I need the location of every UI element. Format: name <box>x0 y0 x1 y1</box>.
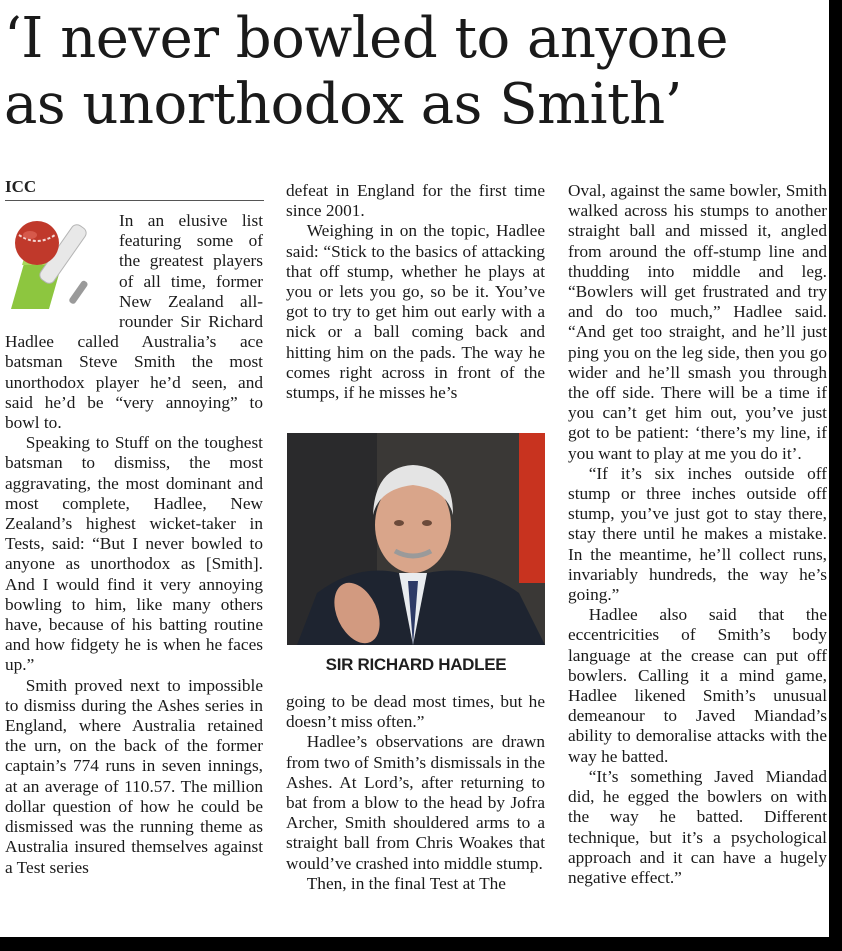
paragraph: Then, in the final Test at The <box>306 873 506 893</box>
scan-edge-right <box>829 0 842 951</box>
paragraph: Weighing in on the topic, Hadlee said: “Stick to the basics of attacking that off stump, whether he plays at you or lets you go, so be it. You’ve got to try to get him out early with a nick or a ball coming back and hitting him on the pads. The way he comes right across in front of the stumps, if he misses he’s <box>286 221 545 403</box>
paragraph: going to be dead most times, but he doesn’t miss often.” <box>286 692 545 732</box>
paragraph: defeat in England for the first time since 2001. <box>286 181 545 221</box>
paragraph: “If it’s six inches outside off stump or three inches outside off stump, you’ve just got to stay there, stay there until he makes a mistake. In the meantime, he’ll collect runs, invariably hundreds, the way he’s going.” <box>568 463 827 605</box>
paragraph: In an elusive list featuring some of the greatest players of all time, former New Zealand all-rounder Sir Richard Hadlee called Australia’s ace batsman Steve Smith the most unorthodox player he’d seen, and said he’d be “very annoying” to bowl to. <box>5 211 263 433</box>
paragraph: Smith proved next to impossible to dismiss during the Ashes series in England, where Australia retained the urn, on the back of the former captain’s 774 runs in seven innings, at an average of 110.57. The million dollar question of how he could be dismissed was the running theme as Australia insured themselves against a Test series <box>5 675 263 877</box>
byline-divider <box>5 200 264 201</box>
article-column-2-top <box>286 181 545 403</box>
article-column-3 <box>568 181 827 888</box>
byline: ICC <box>5 177 37 196</box>
cricket-ball-bat-icon <box>5 213 113 313</box>
portrait-photo <box>287 433 545 645</box>
photo-caption: SIR RICHARD HADLEE <box>325 655 507 674</box>
scan-edge-bottom <box>0 937 842 951</box>
article-column-1 <box>5 211 263 878</box>
paragraph: Hadlee’s observations are drawn from two of Smith’s dismissals in the Ashes. At Lord’s, after returning to bat from a blow to the head by Jofra Archer, Smith shouldered arms to a straight ball from Chris Woakes that would’ve crashed into middle stump. <box>286 732 545 873</box>
paragraph: Hadlee also said that the eccentricities of Smith’s body language at the crease can put off bowlers. Calling it a mind game, Hadlee likened Smith’s unusual demeanour to Javed Miandad’s ability to demoralise attacks with the way he batted. <box>568 605 827 766</box>
paragraph: “It’s something Javed Miandad did, he egged the bowlers on with the way he batted. Different technique, but it’s a psychological approach and it can have a hugely negative effect.” <box>568 766 827 887</box>
article-column-2-bottom <box>286 692 545 894</box>
paragraph: Oval, against the same bowler, Smith walked across his stumps to another straight ball and missed it, angled from around the off-stump line and thudding into middle and leg. “Bowlers will get frustrated and try and do too much,” Hadlee said. “And get too straight, and he’ll just ping you on the leg side, then you go wider and he’ll smash you through the off side. There will be a time if you can’t get him out, you’ve just got to be patient: ‘there’s my line, if you want to play at me you do it’. <box>568 181 827 463</box>
paragraph: Speaking to Stuff on the toughest batsman to dismiss, the most aggravating, the most dominant and most complete, Hadlee, New Zealand’s highest wicket-taker in Tests, said: “But I never bowled to anyone as unorthodox as [Smith]. And I would find it very annoying bowling to him, like many others have, because of his batting routine and how fidgety he is when he faces up.” <box>5 433 263 675</box>
headline: ‘I never bowled to anyone as unorthodox as Smith’ <box>4 6 729 137</box>
